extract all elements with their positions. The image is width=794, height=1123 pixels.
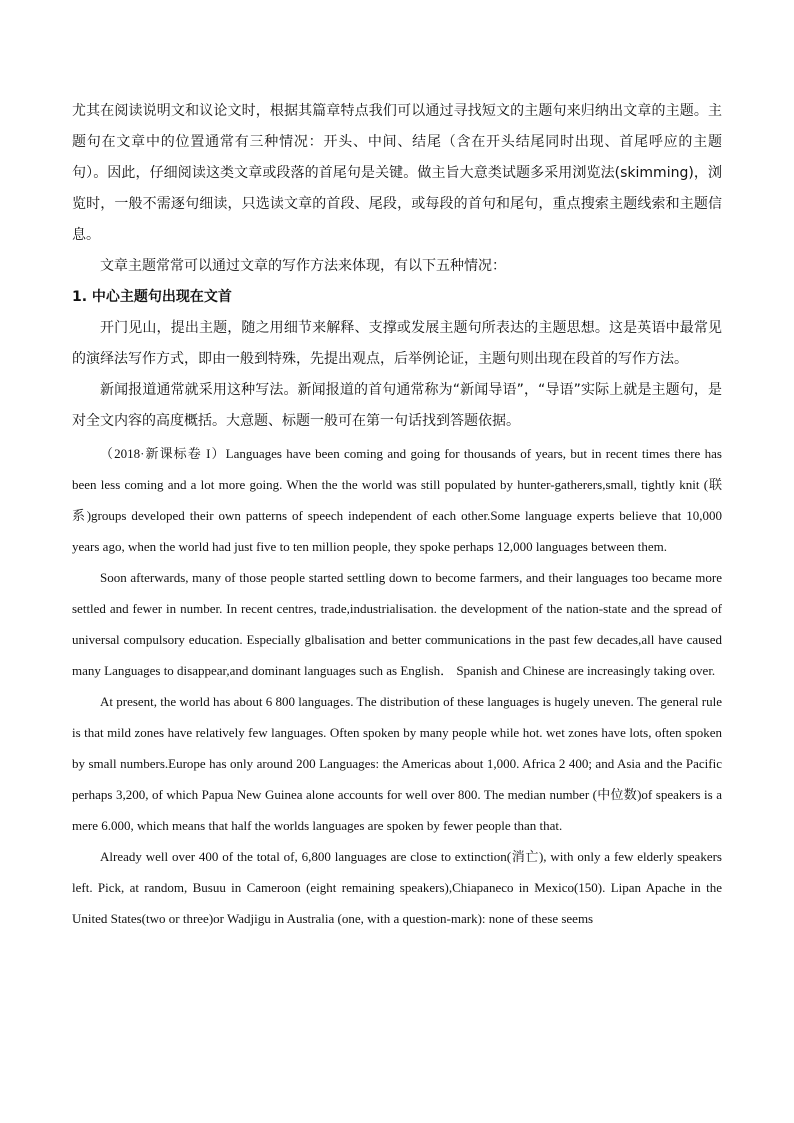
passage-paragraph-4: Already well over 400 of the total of, 6,800 languages are close to extinction(消亡), with only a few elderly speakers left. Pick, at random, Busuu in Cameroon (eight remaining speakers),Chiapaneco in Mexico(150). Lipan Apache in the United States(two or three)or Wadjigu in Australia (one, with a question-mark): none of these seems <box>72 849 722 926</box>
reading-passage <box>72 438 722 934</box>
passage-paragraph-1: （2018·新课标卷 I）Languages have been coming and going for thousands of years, but in recent times there has been less coming and a lot more going. When the the world was still populated by hunter-gatherers,small, tightly knit (联系)groups developed their own patterns of speech independent of each other.Some language experts believe that 10,000 years ago, when the world had just five to ten million people, they spoke perhaps 12,000 languages between them. <box>72 446 722 554</box>
intro-paragraph-3: 开门见山，提出主题，随之用细节来解释、支撑或发展主题句所表达的主题思想。这是英语中最常见的演绎法写作方式，即由一般到特殊，先提出观点，后举例论证，主题句则出现在段首的写作方法。 <box>72 320 722 367</box>
intro-section <box>72 96 722 437</box>
intro-paragraph-1: 尤其在阅读说明文和议论文时，根据其篇章特点我们可以通过寻找短文的主题句来归纳出文章的主题。主题句在文章中的位置通常有三种情况：开头、中间、结尾（含在开头结尾同时出现、首尾呼应的主题句）。因此，仔细阅读这类文章或段落的首尾句是关键。做主旨大意类试题多采用浏览法(skimming)，浏览时，一般不需逐句细读，只选读文章的首段、尾段，或每段的首句和尾句，重点搜索主题线索和主题信息。 <box>72 103 722 243</box>
passage-paragraph-3: At present, the world has about 6 800 languages. The distribution of these languages is hugely uneven. The general rule is that mild zones have relatively few languages. Often spoken by many people while hot. wet zones have lots, often spoken by small numbers.Europe has only around 200 Languages: the Americas about 1,000. Africa 2 400; and Asia and the Pacific perhaps 3,200, of which Papua New Guinea alone accounts for well over 800. The median number (中位数)of speakers is a mere 6.000, which means that half the worlds languages are spoken by fewer people than that. <box>72 694 722 833</box>
section-heading: 1. 中心主题句出现在文首 <box>72 289 232 305</box>
passage-paragraph-2: Soon afterwards, many of those people started settling down to become farmers, and their languages too became more settled and fewer in number. In recent centres, trade,industrialisation. the development of the nation-state and the spread of universal compulsory education. Especially glbalisation and better communications in the past few decades,all have caused many Languages to disappear,and dominant languages such as English． Spanish and Chinese are increasingly taking over. <box>72 570 722 678</box>
intro-paragraph-2: 文章主题常常可以通过文章的写作方法来体现，有以下五种情况： <box>100 258 506 274</box>
intro-paragraph-4: 新闻报道通常就采用这种写法。新闻报道的首句通常称为“新闻导语”，“导语”实际上就是主题句，是对全文内容的高度概括。大意题、标题一般可在第一句话找到答题依据。 <box>72 382 722 429</box>
